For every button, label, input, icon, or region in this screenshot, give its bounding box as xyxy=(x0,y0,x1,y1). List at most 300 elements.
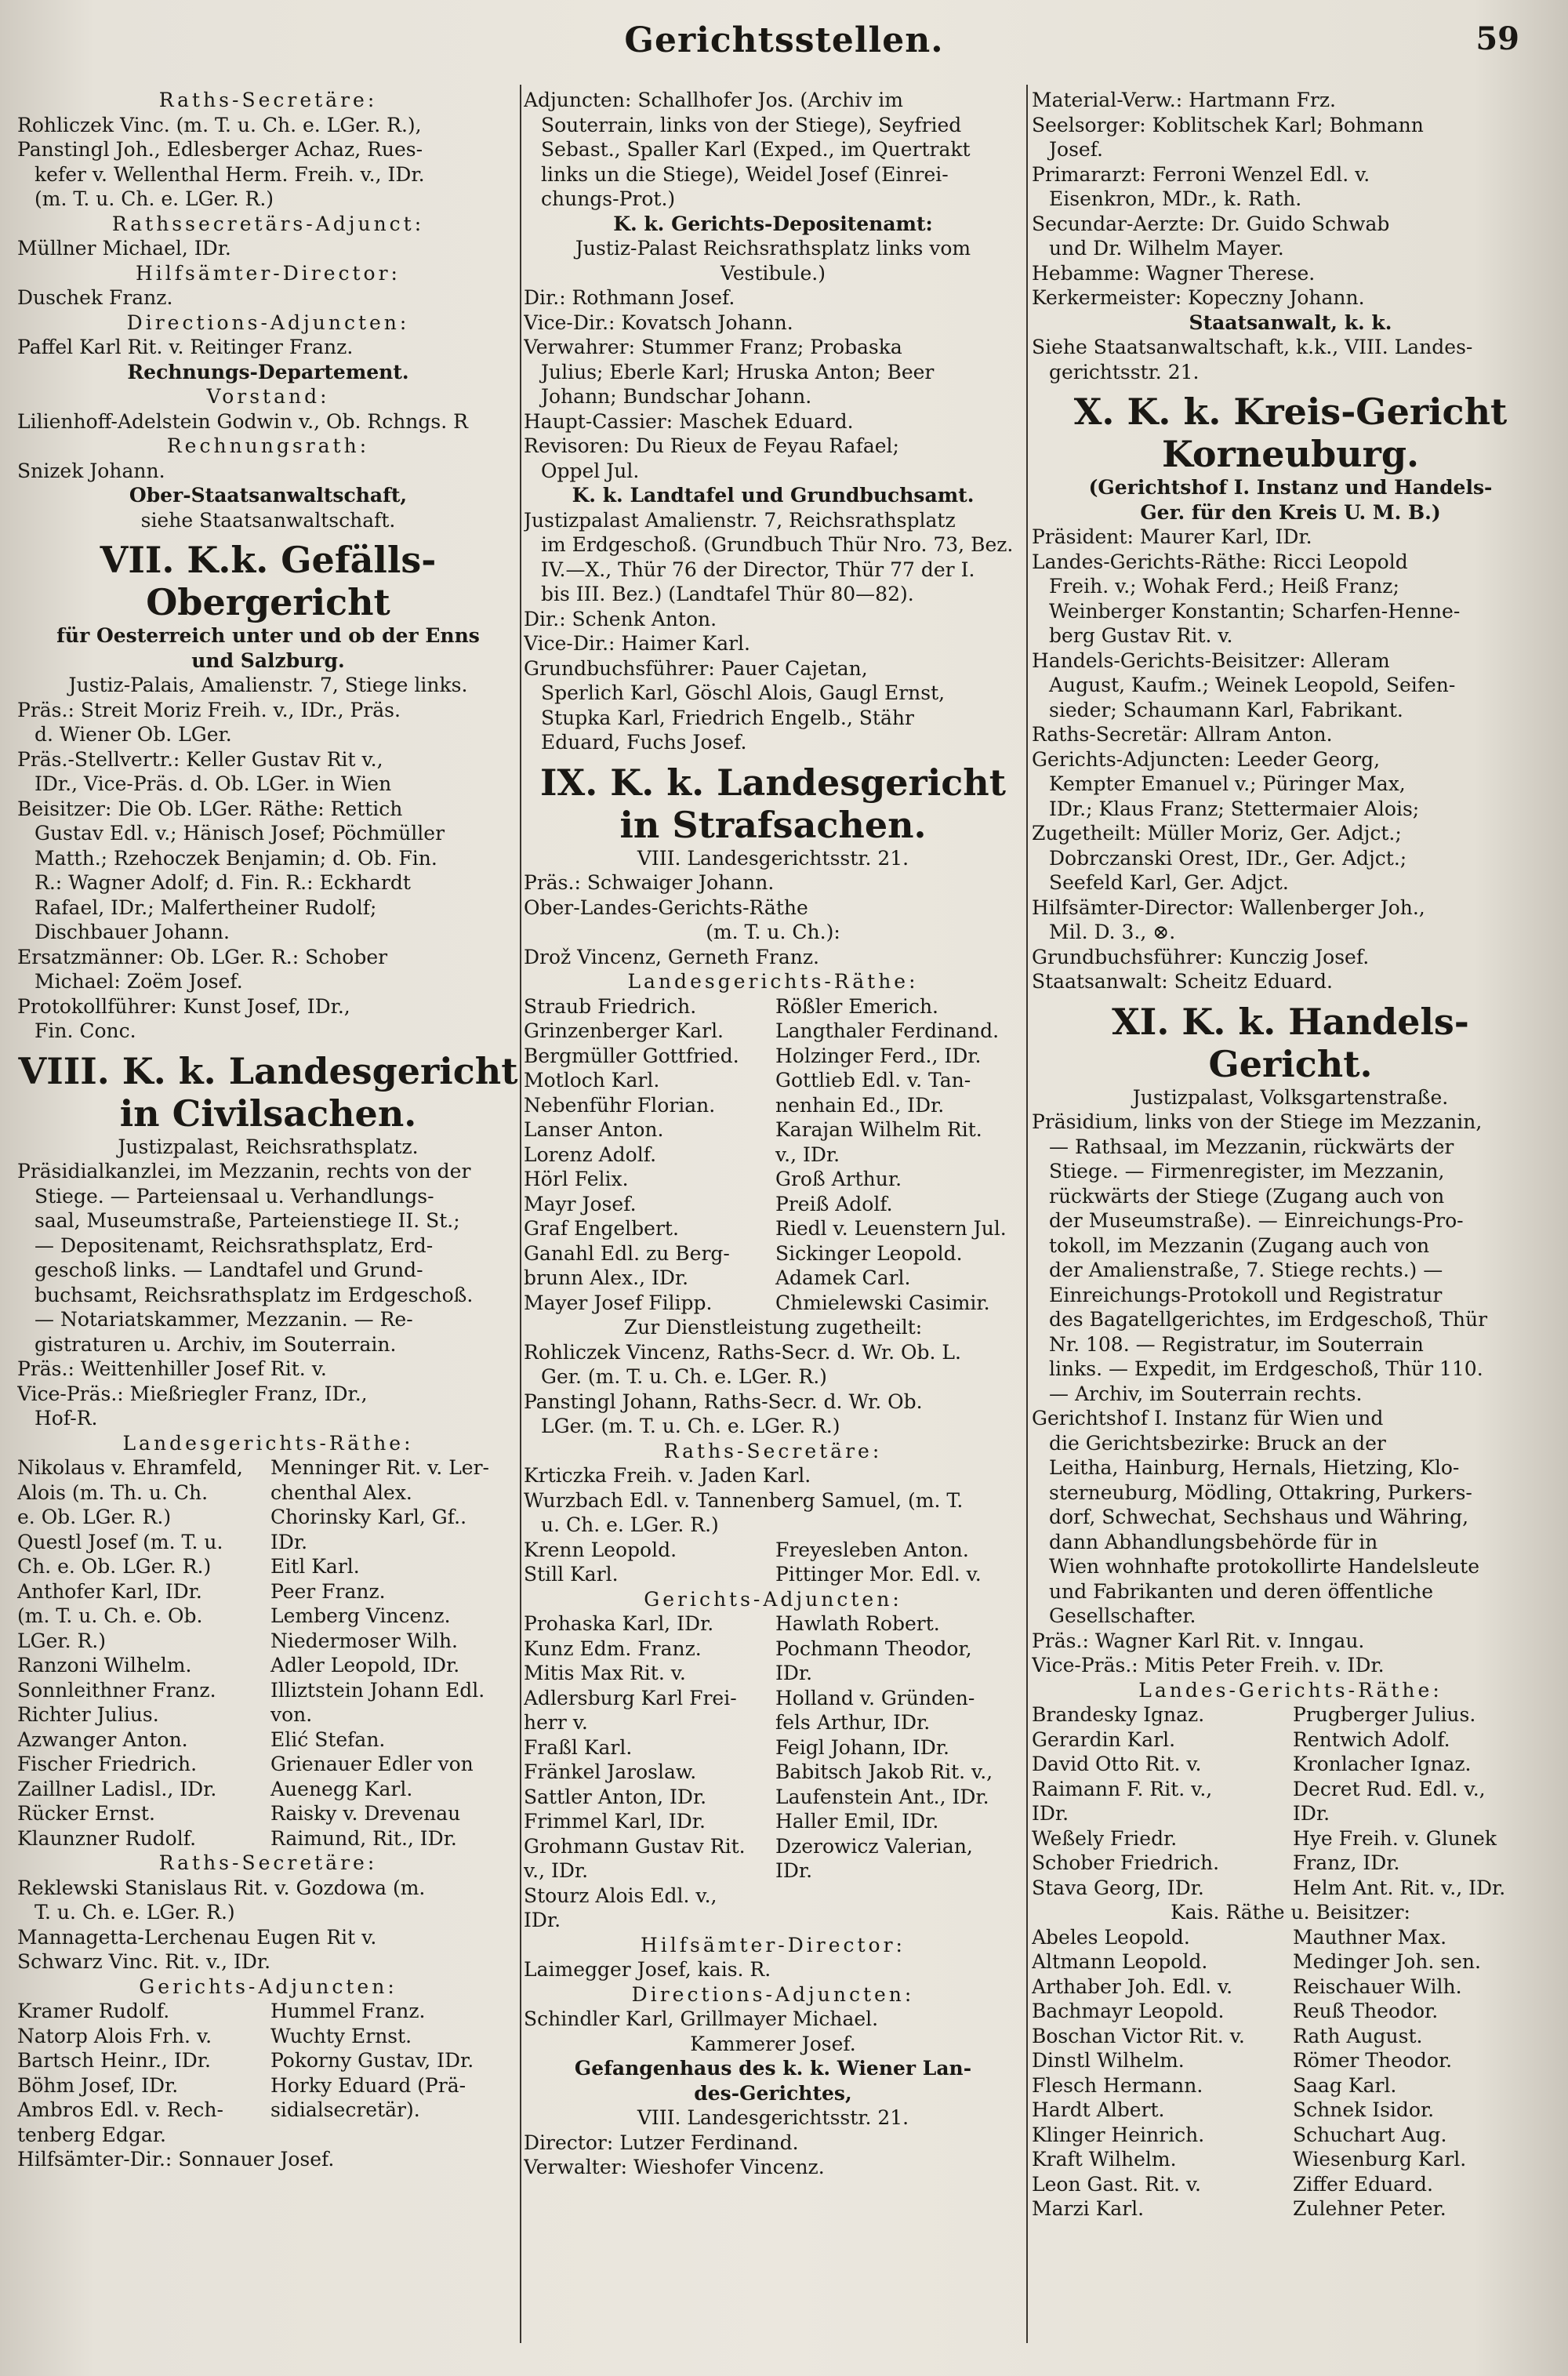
roster-name-left: Frimmel Karl, IDr. xyxy=(524,1810,706,1833)
column-left xyxy=(17,88,519,2358)
centered-note: Kammerer Josef. xyxy=(690,2032,856,2055)
section-label: Raths-Secretäre: xyxy=(158,89,378,111)
entry-line: Fin. Conc. xyxy=(34,1019,136,1042)
entry-line: Präsidium, links von der Stiege im Mezzanin, xyxy=(1032,1110,1483,1133)
section-label: Raths-Secretäre: xyxy=(158,1851,378,1874)
entry-line: Director: Lutzer Ferdinand. xyxy=(524,2131,799,2154)
roster-name-right: Babitsch Jakob Rit. v., xyxy=(775,1760,993,1783)
roster-name-right: Reuß Theodor. xyxy=(1293,2000,1439,2022)
roster-name-left: IDr. xyxy=(524,1909,561,1931)
entry-line: die Gerichtsbezirke: Bruck an der xyxy=(1049,1431,1386,1455)
entry-line: Duschek Franz. xyxy=(17,286,173,309)
entry-line: Dobrczanski Orest, IDr., Ger. Adjct.; xyxy=(1049,846,1407,870)
entry-line: Kerkermeister: Kopeczny Johann. xyxy=(1032,286,1365,309)
entry-line: der Amalienstraße, 7. Stiege rechts.) — xyxy=(1049,1259,1443,1281)
roster-name-left: Graf Engelbert. xyxy=(524,1217,679,1240)
roster-name-right: Schuchart Aug. xyxy=(1293,2123,1447,2146)
roster-name-left: Mayr Josef. xyxy=(524,1192,637,1215)
roster-name-right: Franz, IDr. xyxy=(1293,1851,1400,1874)
entry-line: Präs.: Streit Moriz Freih. v., IDr., Präs. xyxy=(17,698,401,721)
centered-note: Justizpalast, Reichsrathsplatz. xyxy=(118,1135,419,1158)
roster-name-right: Illiztstein Johann Edl. xyxy=(270,1678,485,1702)
column-right xyxy=(1032,88,1549,2358)
roster-row xyxy=(1032,1925,1549,1950)
roster-name-right: Elić Stefan. xyxy=(270,1728,386,1751)
roster-name-left: Zaillner Ladisl., IDr. xyxy=(17,1777,217,1800)
entry-line: Stiege. — Parteiensaal u. Verhandlungs- xyxy=(34,1184,434,1208)
roster-name-left: Grinzenberger Karl. xyxy=(524,1019,724,1042)
entry-line: R.: Wagner Adolf; d. Fin. R.: Eckhardt xyxy=(34,871,411,894)
roster-name-right: Karajan Wilhelm Rit. xyxy=(775,1118,982,1141)
entry-line: und Fabrikanten und deren öffentliche xyxy=(1049,1579,1434,1603)
roster-row xyxy=(1032,2098,1549,2123)
entry-line: Ger. (m. T. u. Ch. e. LGer. R.) xyxy=(541,1365,827,1388)
entry-line: Hilfsämter-Dir.: Sonnauer Josef. xyxy=(17,2148,335,2171)
roster-row xyxy=(1032,1752,1549,1777)
roster-name-left: brunn Alex., IDr. xyxy=(524,1266,689,1289)
entry-line: links un die Stiege), Weidel Josef (Einrei- xyxy=(541,162,949,186)
court-heading: X. K. k. Kreis-Gericht Korneuburg. xyxy=(1073,391,1508,475)
roster-name-right: Preiß Adolf. xyxy=(775,1192,893,1215)
roster-name-left: David Otto Rit. v. xyxy=(1032,1753,1202,1775)
entry-line: Raths-Secretär: Allram Anton. xyxy=(1032,723,1333,746)
entry-line: Präs.: Schwaiger Johann. xyxy=(524,871,775,894)
roster-name-left: Ambros Edl. v. Rech- xyxy=(17,2098,223,2121)
roster-name-right: Adamek Carl. xyxy=(775,1266,911,1289)
roster-row xyxy=(1032,2048,1549,2073)
roster-name-right: Menninger Rit. v. Ler- xyxy=(270,1456,489,1479)
roster-row xyxy=(17,1653,519,1678)
centered-note: Justiz-Palast Reichsrathsplatz links vom xyxy=(575,237,971,260)
roster-row xyxy=(1032,2172,1549,2197)
roster-name-right: Dzerowicz Valerian, xyxy=(775,1834,973,1858)
section-label: Hilfsämter-Director: xyxy=(136,261,401,285)
entry-line: Seefeld Karl, Ger. Adjct. xyxy=(1049,871,1289,894)
entry-line: Dir.: Rothmann Josef. xyxy=(524,286,735,309)
roster-row xyxy=(1032,1999,1549,2024)
entry-line: Freih. v.; Wohak Ferd.; Heiß Franz; xyxy=(1049,575,1399,598)
roster-row xyxy=(524,1216,1022,1241)
roster-name-right: Zulehner Peter. xyxy=(1293,2197,1446,2220)
roster-name-right: Haller Emil, IDr. xyxy=(775,1810,939,1833)
roster-name-left: Marzi Karl. xyxy=(1032,2197,1145,2220)
roster-name-left: Dinstl Wilhelm. xyxy=(1032,2049,1185,2072)
roster-name-right: Feigl Johann, IDr. xyxy=(775,1735,949,1759)
section-label: Directions-Adjuncten: xyxy=(631,1982,915,2006)
roster-row xyxy=(1032,2073,1549,2098)
roster-name-right: von. xyxy=(270,1703,313,1726)
entry-line: Eisenkron, MDr., k. Rath. xyxy=(1049,187,1302,210)
roster-name-left: Adlersburg Karl Frei- xyxy=(524,1686,737,1709)
roster-name-right: chenthal Alex. xyxy=(270,1480,412,1504)
entry-line: Präsidialkanzlei, im Mezzanin, rechts von der xyxy=(17,1160,471,1183)
entry-line: und Dr. Wilhelm Mayer. xyxy=(1049,237,1284,260)
entry-line: LGer. (m. T. u. Ch. e. LGer. R.) xyxy=(541,1415,840,1437)
roster-row xyxy=(524,1143,1022,1168)
roster-row xyxy=(524,1686,1022,1711)
entry-line: IDr.; Klaus Franz; Stettermaier Alois; xyxy=(1049,797,1420,820)
entry-line: Josef. xyxy=(1049,138,1104,161)
roster-name-right: Niedermoser Wilh. xyxy=(270,1629,458,1652)
entry-line: Präs.: Weittenhiller Josef Rit. v. xyxy=(17,1357,327,1380)
roster-name-right: Holland v. Gründen- xyxy=(775,1686,975,1709)
section-label: Landesgerichts-Räthe: xyxy=(627,970,919,993)
entry-line: Präs.-Stellvertr.: Keller Gustav Rit v., xyxy=(17,747,383,771)
entry-line: Grundbuchsführer: Kunczig Josef. xyxy=(1032,945,1370,968)
entry-line: Präs.: Wagner Karl Rit. v. Inngau. xyxy=(1032,1629,1365,1652)
roster-row xyxy=(524,1068,1022,1093)
entry-line: Landes-Gerichts-Räthe: Ricci Leopold xyxy=(1032,550,1408,573)
entry-line: Wurzbach Edl. v. Tannenberg Samuel, (m. T. xyxy=(524,1488,964,1512)
roster-name-right: Reischauer Wilh. xyxy=(1293,1975,1462,1998)
roster-name-right: nenhain Ed., IDr. xyxy=(775,1093,945,1117)
roster-name-left: herr v. xyxy=(524,1711,588,1734)
roster-name-right: Römer Theodor. xyxy=(1293,2049,1453,2072)
section-label: Rathssecretärs-Adjunct: xyxy=(111,212,425,235)
entry-line: d. Wiener Ob. LGer. xyxy=(34,723,232,746)
roster-name-left: Hardt Albert. xyxy=(1032,2098,1165,2121)
roster-name-left: Klinger Heinrich. xyxy=(1032,2123,1205,2146)
roster-row xyxy=(17,2048,519,2073)
entry-line: Stupka Karl, Friedrich Engelb., Stähr xyxy=(541,706,914,729)
court-heading: VII. K.k. Gefälls-Obergericht xyxy=(100,539,437,623)
roster-row xyxy=(1032,1949,1549,1975)
entry-line: — Notariatskammer, Mezzanin. — Re- xyxy=(34,1308,413,1331)
entry-line: Gerichtshof I. Instanz für Wien und xyxy=(1032,1407,1384,1430)
section-label: Vorstand: xyxy=(206,385,330,408)
entry-line: Oppel Jul. xyxy=(541,459,640,482)
roster-name-left: Grohmann Gustav Rit. xyxy=(524,1834,746,1858)
roster-name-left: IDr. xyxy=(1032,1802,1069,1825)
roster-name-left: Prohaska Karl, IDr. xyxy=(524,1612,714,1635)
roster-name-right: Freyesleben Anton. xyxy=(775,1538,969,1561)
roster-name-left: Krenn Leopold. xyxy=(524,1538,677,1561)
roster-name-right: Hye Freih. v. Glunek xyxy=(1293,1826,1497,1850)
entry-line: Weinberger Konstantin; Scharfen-Henne- xyxy=(1049,599,1461,623)
entry-line: Vice-Präs.: Mitis Peter Freih. v. IDr. xyxy=(1032,1654,1385,1677)
entry-line: Seelsorger: Koblitschek Karl; Bohmann xyxy=(1032,113,1424,136)
centered-note: Vestibule.) xyxy=(720,261,826,285)
entry-line: Ober-Landes-Gerichts-Räthe xyxy=(524,896,808,919)
roster-row xyxy=(1032,1851,1549,1876)
column-rule-1 xyxy=(520,85,521,2343)
roster-row xyxy=(1032,1975,1549,2000)
roster-name-left: Mayer Josef Filipp. xyxy=(524,1291,713,1314)
roster-name-right: Rößler Emerich. xyxy=(775,994,939,1018)
entry-line: geschoß links. — Landtafel und Grund- xyxy=(34,1259,423,1281)
subsection-heading: Gefangenhaus des k. k. Wiener Lan- xyxy=(574,2057,972,2080)
roster-name-right: Laufenstein Ant., IDr. xyxy=(775,1785,989,1808)
roster-name-left: Richter Julius. xyxy=(17,1703,159,1726)
entry-line: rückwärts der Stiege (Zugang auch von xyxy=(1049,1184,1445,1208)
roster-name-left: Klaunzner Rudolf. xyxy=(17,1826,197,1850)
roster-name-left: Still Karl. xyxy=(524,1563,619,1586)
roster-row xyxy=(524,1044,1022,1069)
roster-name-left: Rücker Ernst. xyxy=(17,1802,155,1825)
roster-name-right: Sickinger Leopold. xyxy=(775,1241,963,1265)
roster-name-right: Kronlacher Ignaz. xyxy=(1293,1753,1472,1775)
entry-line: IDr., Vice-Präs. d. Ob. LGer. in Wien xyxy=(34,772,392,795)
court-heading: VIII. K. k. Landesgericht in Civilsachen. xyxy=(18,1049,518,1135)
roster-row xyxy=(524,1661,1022,1686)
column-middle xyxy=(524,88,1022,2358)
roster-name-left: Schober Friedrich. xyxy=(1032,1851,1220,1874)
entry-line: Stiege. — Firmenregister, im Mezzanin, xyxy=(1049,1160,1445,1183)
entry-line: Revisoren: Du Rieux de Feyau Rafael; xyxy=(524,434,899,457)
roster-row xyxy=(1032,1777,1549,1802)
subsection-heading: Staatsanwalt, k. k. xyxy=(1189,311,1392,334)
roster-row xyxy=(17,1801,519,1826)
roster-row xyxy=(524,1192,1022,1217)
roster-row xyxy=(17,2098,519,2123)
roster-row xyxy=(17,1999,519,2024)
entry-line: Protokollführer: Kunst Josef, IDr., xyxy=(17,994,350,1018)
entry-line: kefer v. Wellenthal Herm. Freih. v., IDr. xyxy=(34,162,425,186)
roster-name-right: Saag Karl. xyxy=(1293,2073,1397,2097)
entry-line: Müllner Michael, IDr. xyxy=(17,237,231,260)
entry-line: Siehe Staatsanwaltschaft, k.k., VIII. Landes- xyxy=(1032,336,1473,358)
roster-name-left: Fraßl Karl. xyxy=(524,1735,633,1759)
roster-name-left: Böhm Josef, IDr. xyxy=(17,2073,179,2097)
entry-line: Matth.; Rzehoczek Benjamin; d. Ob. Fin. xyxy=(34,846,437,870)
section-label: Landes-Gerichts-Räthe: xyxy=(1138,1678,1443,1702)
roster-name-right: Groß Arthur. xyxy=(775,1168,902,1190)
entry-line: Vice-Dir.: Haimer Karl. xyxy=(524,632,750,655)
entry-line: sterneuburg, Mödling, Ottakring, Purkers- xyxy=(1049,1480,1472,1504)
roster-name-right: Raimund, Rit., IDr. xyxy=(270,1826,457,1850)
roster-row xyxy=(17,1678,519,1703)
roster-name-right: Rentwich Adolf. xyxy=(1293,1728,1450,1751)
roster-name-right: Pochmann Theodor, xyxy=(775,1637,972,1660)
roster-name-left: Natorp Alois Frh. v. xyxy=(17,2024,212,2047)
entry-line: Dir.: Schenk Anton. xyxy=(524,607,717,630)
entry-line: Lilienhoff-Adelstein Godwin v., Ob. Rchngs. R xyxy=(17,409,468,433)
section-label: Rechnungsrath: xyxy=(166,434,370,457)
roster-name-right xyxy=(771,1884,1022,1909)
entry-line: Eduard, Fuchs Josef. xyxy=(541,731,747,754)
roster-name-left: Flesch Hermann. xyxy=(1032,2073,1203,2097)
entry-line: Grundbuchsführer: Pauer Cajetan, xyxy=(524,656,868,680)
roster-name-left: Sonnleithner Franz. xyxy=(17,1678,216,1702)
roster-name-left: Bergmüller Gottfried. xyxy=(524,1044,739,1067)
entry-line: Schwarz Vinc. Rit. v., IDr. xyxy=(17,1950,271,1973)
column-rule-2 xyxy=(1026,85,1028,2343)
section-label: Raths-Secretäre: xyxy=(663,1439,883,1462)
entry-line: im Erdgeschoß. (Grundbuch Thür Nro. 73, Bez. xyxy=(541,533,1014,556)
roster-name-left: Sattler Anton, IDr. xyxy=(524,1785,707,1808)
subsection-heading: Rechnungs-Departement. xyxy=(127,360,409,383)
entry-line: Präsident: Maurer Karl, IDr. xyxy=(1032,525,1312,548)
section-label: Hilfsämter-Director: xyxy=(641,1933,906,1956)
entry-line: Zugetheilt: Müller Moriz, Ger. Adjct.; xyxy=(1032,822,1402,845)
roster-name-left: Bachmayr Leopold. xyxy=(1032,2000,1225,2022)
roster-name-right: Adler Leopold, IDr. xyxy=(270,1654,460,1677)
roster-name-left: Lorenz Adolf. xyxy=(524,1143,657,1166)
entry-line: Drož Vincenz, Gerneth Franz. xyxy=(524,945,819,968)
roster-name-right: Auenegg Karl. xyxy=(270,1777,413,1800)
roster-row xyxy=(524,1611,1022,1637)
roster-row xyxy=(524,1538,1022,1563)
section-label: Gerichts-Adjuncten: xyxy=(139,1975,397,1998)
roster-row xyxy=(17,1728,519,1753)
roster-name-left: Kraft Wilhelm. xyxy=(1032,2148,1177,2171)
roster-name-right: Chorinsky Karl, Gf.. xyxy=(270,1506,467,1528)
roster-name-left: Ganahl Edl. zu Berg- xyxy=(524,1241,730,1265)
entry-line: gerichtsstr. 21. xyxy=(1049,360,1200,383)
roster-name-right: v., IDr. xyxy=(775,1143,840,1166)
subsection-heading: für Oesterreich unter und ob der Enns xyxy=(56,624,480,647)
entry-line: der Museumstraße). — Einreichungs-Pro- xyxy=(1049,1209,1464,1232)
roster-name-left: Questl Josef (m. T. u. xyxy=(17,1530,223,1553)
entry-line: T. u. Ch. e. LGer. R.) xyxy=(34,1901,235,1924)
entry-line: Snizek Johann. xyxy=(17,459,165,482)
roster-row xyxy=(1032,1728,1549,1753)
entry-line: Schindler Karl, Grillmayer Michael. xyxy=(524,2007,879,2030)
roster-name-left: Kramer Rudolf. xyxy=(17,2000,170,2022)
roster-row xyxy=(524,1760,1022,1785)
entry-line: Gesellschafter. xyxy=(1049,1604,1196,1627)
entry-line: Panstingl Johann, Raths-Secr. d. Wr. Ob. xyxy=(524,1390,923,1413)
court-heading: XI. K. k. Handels-Gericht. xyxy=(1112,1000,1469,1085)
entry-line: dann Abhandlungsbehörde für in xyxy=(1049,1530,1378,1553)
roster-row xyxy=(1032,1876,1549,1901)
roster-name-right: Wuchty Ernst. xyxy=(270,2024,412,2047)
roster-name-left: Hörl Felix. xyxy=(524,1168,629,1190)
roster-name-left: Bartsch Heinr., IDr. xyxy=(17,2049,211,2072)
roster-name-right: Holzinger Ferd., IDr. xyxy=(775,1044,982,1067)
roster-row xyxy=(524,1834,1022,1859)
centered-note: Justizpalast, Volksgartenstraße. xyxy=(1132,1085,1449,1109)
entry-line: — Archiv, im Souterrain rechts. xyxy=(1049,1382,1363,1405)
roster-name-right: Prugberger Julius. xyxy=(1293,1703,1476,1726)
roster-row xyxy=(524,1908,1022,1933)
roster-row xyxy=(524,1117,1022,1143)
entry-line: Haupt-Cassier: Maschek Eduard. xyxy=(524,409,854,433)
entry-line: Reklewski Stanislaus Rit. v. Gozdowa (m. xyxy=(17,1876,426,1899)
roster-name-left: Motloch Karl. xyxy=(524,1069,660,1092)
roster-row xyxy=(524,1241,1022,1266)
roster-row xyxy=(1032,2196,1549,2222)
roster-row xyxy=(17,1455,519,1480)
roster-row xyxy=(17,1480,519,1506)
roster-name-right: Ziffer Eduard. xyxy=(1293,2172,1433,2196)
entry-line: buchsamt, Reichsrathsplatz im Erdgeschoß. xyxy=(34,1283,474,1306)
roster-name-left: Weßely Friedr. xyxy=(1032,1826,1178,1850)
roster-row xyxy=(1032,2024,1549,2049)
roster-row xyxy=(17,1554,519,1579)
roster-name-left: Altmann Leopold. xyxy=(1032,1950,1208,1973)
roster-row xyxy=(524,1562,1022,1587)
roster-name-left: LGer. R.) xyxy=(17,1629,106,1652)
entry-line: Julius; Eberle Karl; Hruska Anton; Beer xyxy=(541,360,935,383)
entry-line: August, Kaufm.; Weinek Leopold, Seifen- xyxy=(1049,674,1456,696)
centered-note: VIII. Landesgerichtsstr. 21. xyxy=(637,846,909,870)
entry-line: Rafael, IDr.; Malfertheiner Rudolf; xyxy=(34,896,377,919)
roster-name-left: Alois (m. Th. u. Ch. xyxy=(17,1480,209,1504)
entry-line: Sperlich Karl, Göschl Alois, Gaugl Ernst, xyxy=(541,681,946,704)
roster-row xyxy=(524,1266,1022,1291)
entry-line: Hof-R. xyxy=(34,1407,98,1430)
roster-row xyxy=(17,1826,519,1851)
roster-name-right: sidialsecretär). xyxy=(270,2098,420,2121)
entry-line: — Depositenamt, Reichsrathsplatz, Erd- xyxy=(34,1233,434,1257)
roster-row xyxy=(524,1735,1022,1760)
subsection-heading: K. k. Landtafel und Grundbuchsamt. xyxy=(572,484,975,507)
entry-line: Hilfsämter-Director: Wallenberger Joh., xyxy=(1032,896,1425,919)
roster-name-right xyxy=(266,2123,519,2148)
entry-line: Vice-Präs.: Mießriegler Franz, IDr., xyxy=(17,1382,368,1405)
subsection-heading: Ober-Staatsanwaltschaft, xyxy=(129,484,408,507)
roster-name-left: Brandesky Ignaz. xyxy=(1032,1703,1205,1726)
roster-name-right: Decret Rud. Edl. v., xyxy=(1293,1777,1486,1800)
entry-line: Wien wohnhafte protokollirte Handelsleute xyxy=(1049,1555,1479,1578)
roster-name-left: Gerardin Karl. xyxy=(1032,1728,1176,1751)
roster-name-right: fels Arthur, IDr. xyxy=(775,1711,931,1734)
roster-row xyxy=(17,1505,519,1530)
roster-name-right: Horky Eduard (Prä- xyxy=(270,2073,466,2097)
entry-line: — Rathsaal, im Mezzanin, rückwärts der xyxy=(1049,1135,1454,1158)
entry-line: chungs-Prot.) xyxy=(541,187,676,210)
roster-row xyxy=(524,1884,1022,1909)
entry-line: Primararzt: Ferroni Wenzel Edl. v. xyxy=(1032,162,1370,186)
roster-name-left: Anthofer Karl, IDr. xyxy=(17,1579,202,1603)
roster-name-left: v., IDr. xyxy=(524,1859,589,1882)
entry-line: des Bagatellgerichtes, im Erdgeschoß, Thür xyxy=(1049,1308,1488,1331)
roster-name-right: Pittinger Mor. Edl. v. xyxy=(775,1563,982,1586)
entry-line: (m. T. u. Ch. e. LGer. R.) xyxy=(34,187,274,210)
roster-row xyxy=(524,1093,1022,1118)
entry-line: Souterrain, links von der Stiege), Seyfried xyxy=(541,113,962,136)
roster-name-right: Gottlieb Edl. v. Tan- xyxy=(775,1069,971,1092)
roster-row xyxy=(17,1579,519,1604)
roster-row xyxy=(524,1637,1022,1662)
page-number: 59 xyxy=(1475,20,1519,57)
subsection-heading: und Salzburg. xyxy=(191,648,345,672)
roster-row xyxy=(17,1777,519,1802)
roster-row xyxy=(524,994,1022,1019)
roster-row xyxy=(524,1291,1022,1316)
entry-line: Mannagetta-Lerchenau Eugen Rit v. xyxy=(17,1925,377,1949)
centered-note: Kais. Räthe u. Beisitzer: xyxy=(1171,1901,1410,1924)
roster-name-left: Arthaber Joh. Edl. v. xyxy=(1032,1975,1233,1998)
roster-name-left: Raimann F. Rit. v., xyxy=(1032,1777,1213,1800)
roster-name-right: Langthaler Ferdinand. xyxy=(775,1019,1000,1042)
roster-name-right: IDr. xyxy=(775,1859,813,1882)
entry-line: gistraturen u. Archiv, im Souterrain. xyxy=(34,1332,397,1356)
roster-name-left: Kunz Edm. Franz. xyxy=(524,1637,702,1660)
roster-name-left: Leon Gast. Rit. v. xyxy=(1032,2172,1202,2196)
centered-note: (m. T. u. Ch.): xyxy=(706,921,840,943)
entry-line: Staatsanwalt: Scheitz Eduard. xyxy=(1032,970,1333,993)
roster-row xyxy=(17,1604,519,1629)
roster-name-left: Straub Friedrich. xyxy=(524,994,697,1018)
entry-line: Verwahrer: Stummer Franz; Probaska xyxy=(524,336,902,358)
section-label: Landesgerichts-Räthe: xyxy=(122,1431,414,1455)
roster-name-left: Ranzoni Wilhelm. xyxy=(17,1654,192,1677)
roster-name-left: Stourz Alois Edl. v., xyxy=(524,1884,717,1907)
centered-note: VIII. Landesgerichtsstr. 21. xyxy=(637,2106,909,2129)
entry-line: Secundar-Aerzte: Dr. Guido Schwab xyxy=(1032,212,1390,235)
subsection-heading: K. k. Gerichts-Depositenamt: xyxy=(613,212,933,235)
entry-line: Rohliczek Vinc. (m. T. u. Ch. e. LGer. R.), xyxy=(17,113,422,136)
section-label: Directions-Adjuncten: xyxy=(126,311,410,334)
roster-row xyxy=(524,1019,1022,1044)
entry-line: Adjuncten: Schallhofer Jos. (Archiv im xyxy=(524,89,903,111)
roster-row xyxy=(1032,1702,1549,1728)
entry-line: Mil. D. 3., ⊗. xyxy=(1049,921,1176,943)
roster-name-left: Abeles Leopold. xyxy=(1032,1925,1190,1949)
roster-name-right: Hummel Franz. xyxy=(270,2000,426,2022)
